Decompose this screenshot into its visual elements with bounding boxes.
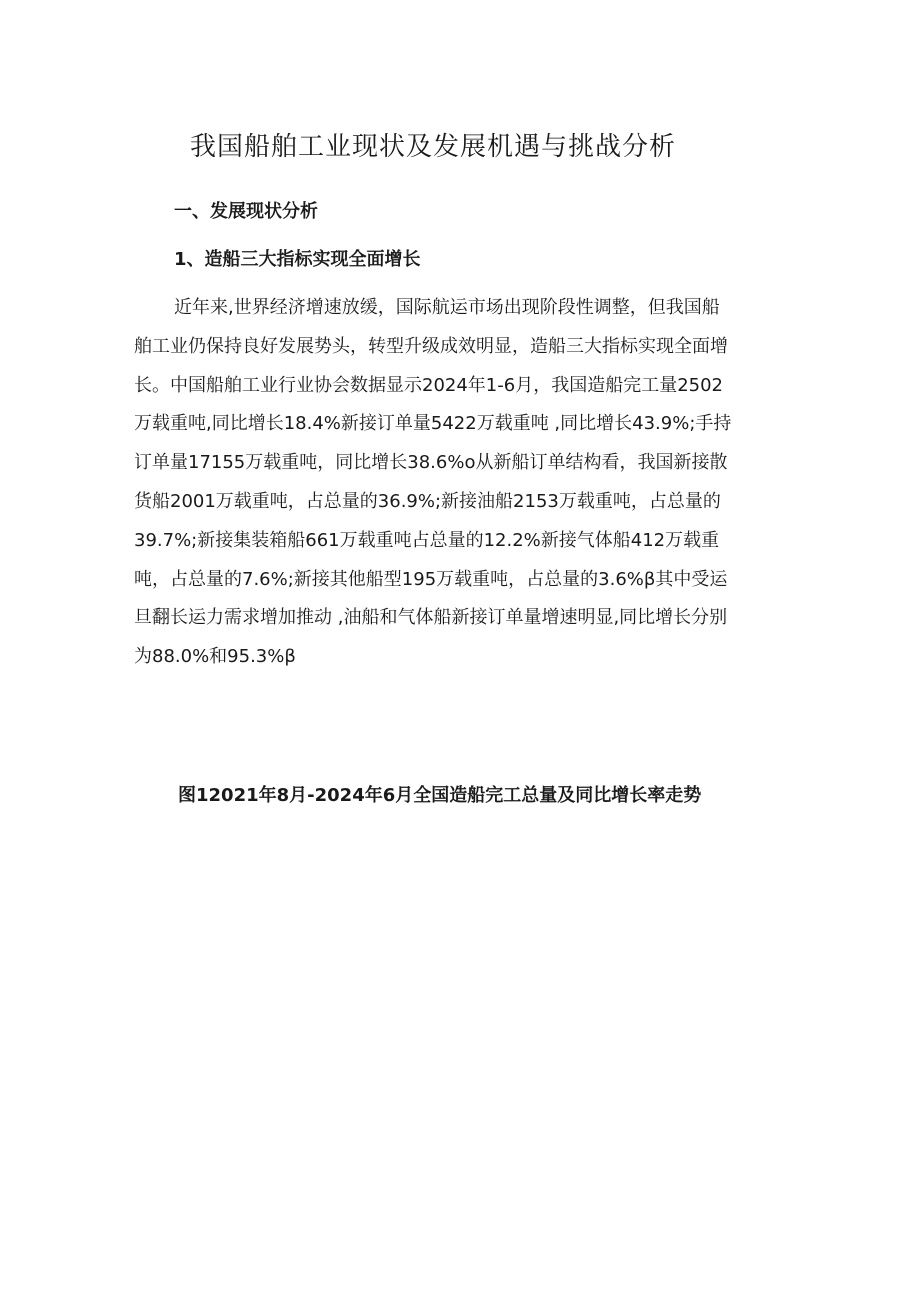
paragraph-line: 吨，占总量的7.6%;新接其他船型195万载重吨，占总量的3.6%β其中受运 (134, 568, 728, 590)
paragraph-line: 长。中国船舶工业行业协会数据显示2024年1-6月，我国造船完工量2502 (134, 374, 724, 396)
document-title: 我国船舶工业现状及发展机遇与挑战分析 (190, 132, 677, 162)
paragraph-line: 为88.0%和95.3%β (134, 646, 296, 668)
paragraph-line: 万载重吨,同比增长18.4%新接订单量5422万载重吨 ,同比增长43.9%;手持 (134, 413, 732, 435)
body-paragraph (134, 293, 796, 681)
subsection-heading: 1、造船三大指标实现全面增长 (174, 249, 421, 270)
paragraph-line: 舶工业仍保持良好发展势头，转型升级成效明显，造船三大指标实现全面增 (134, 335, 728, 357)
paragraph-line: 近年来,世界经济增速放缓，国际航运市场出现阶段性调整，但我国船 (174, 297, 720, 318)
section-heading: 一、发展现状分析 (174, 201, 318, 222)
paragraph-line: 39.7%;新接集装箱船661万载重吨占总量的12.2%新接气体船412万载重 (134, 529, 720, 551)
paragraph-line: 货船2001万载重吨，占总量的36.9%;新接油船2153万载重吨，占总量的 (134, 490, 721, 512)
figure-caption: 图12021年8月-2024年6月全国造船完工总量及同比增长率走势 (178, 785, 702, 806)
paragraph-line: 旦翻长运力需求增加推动 ,油船和气体船新接订单量增速明显,同比增长分别 (134, 607, 728, 629)
paragraph-line: 订单量17155万载重吨，同比增长38.6%o从新船订单结构看，我国新接散 (134, 452, 728, 474)
